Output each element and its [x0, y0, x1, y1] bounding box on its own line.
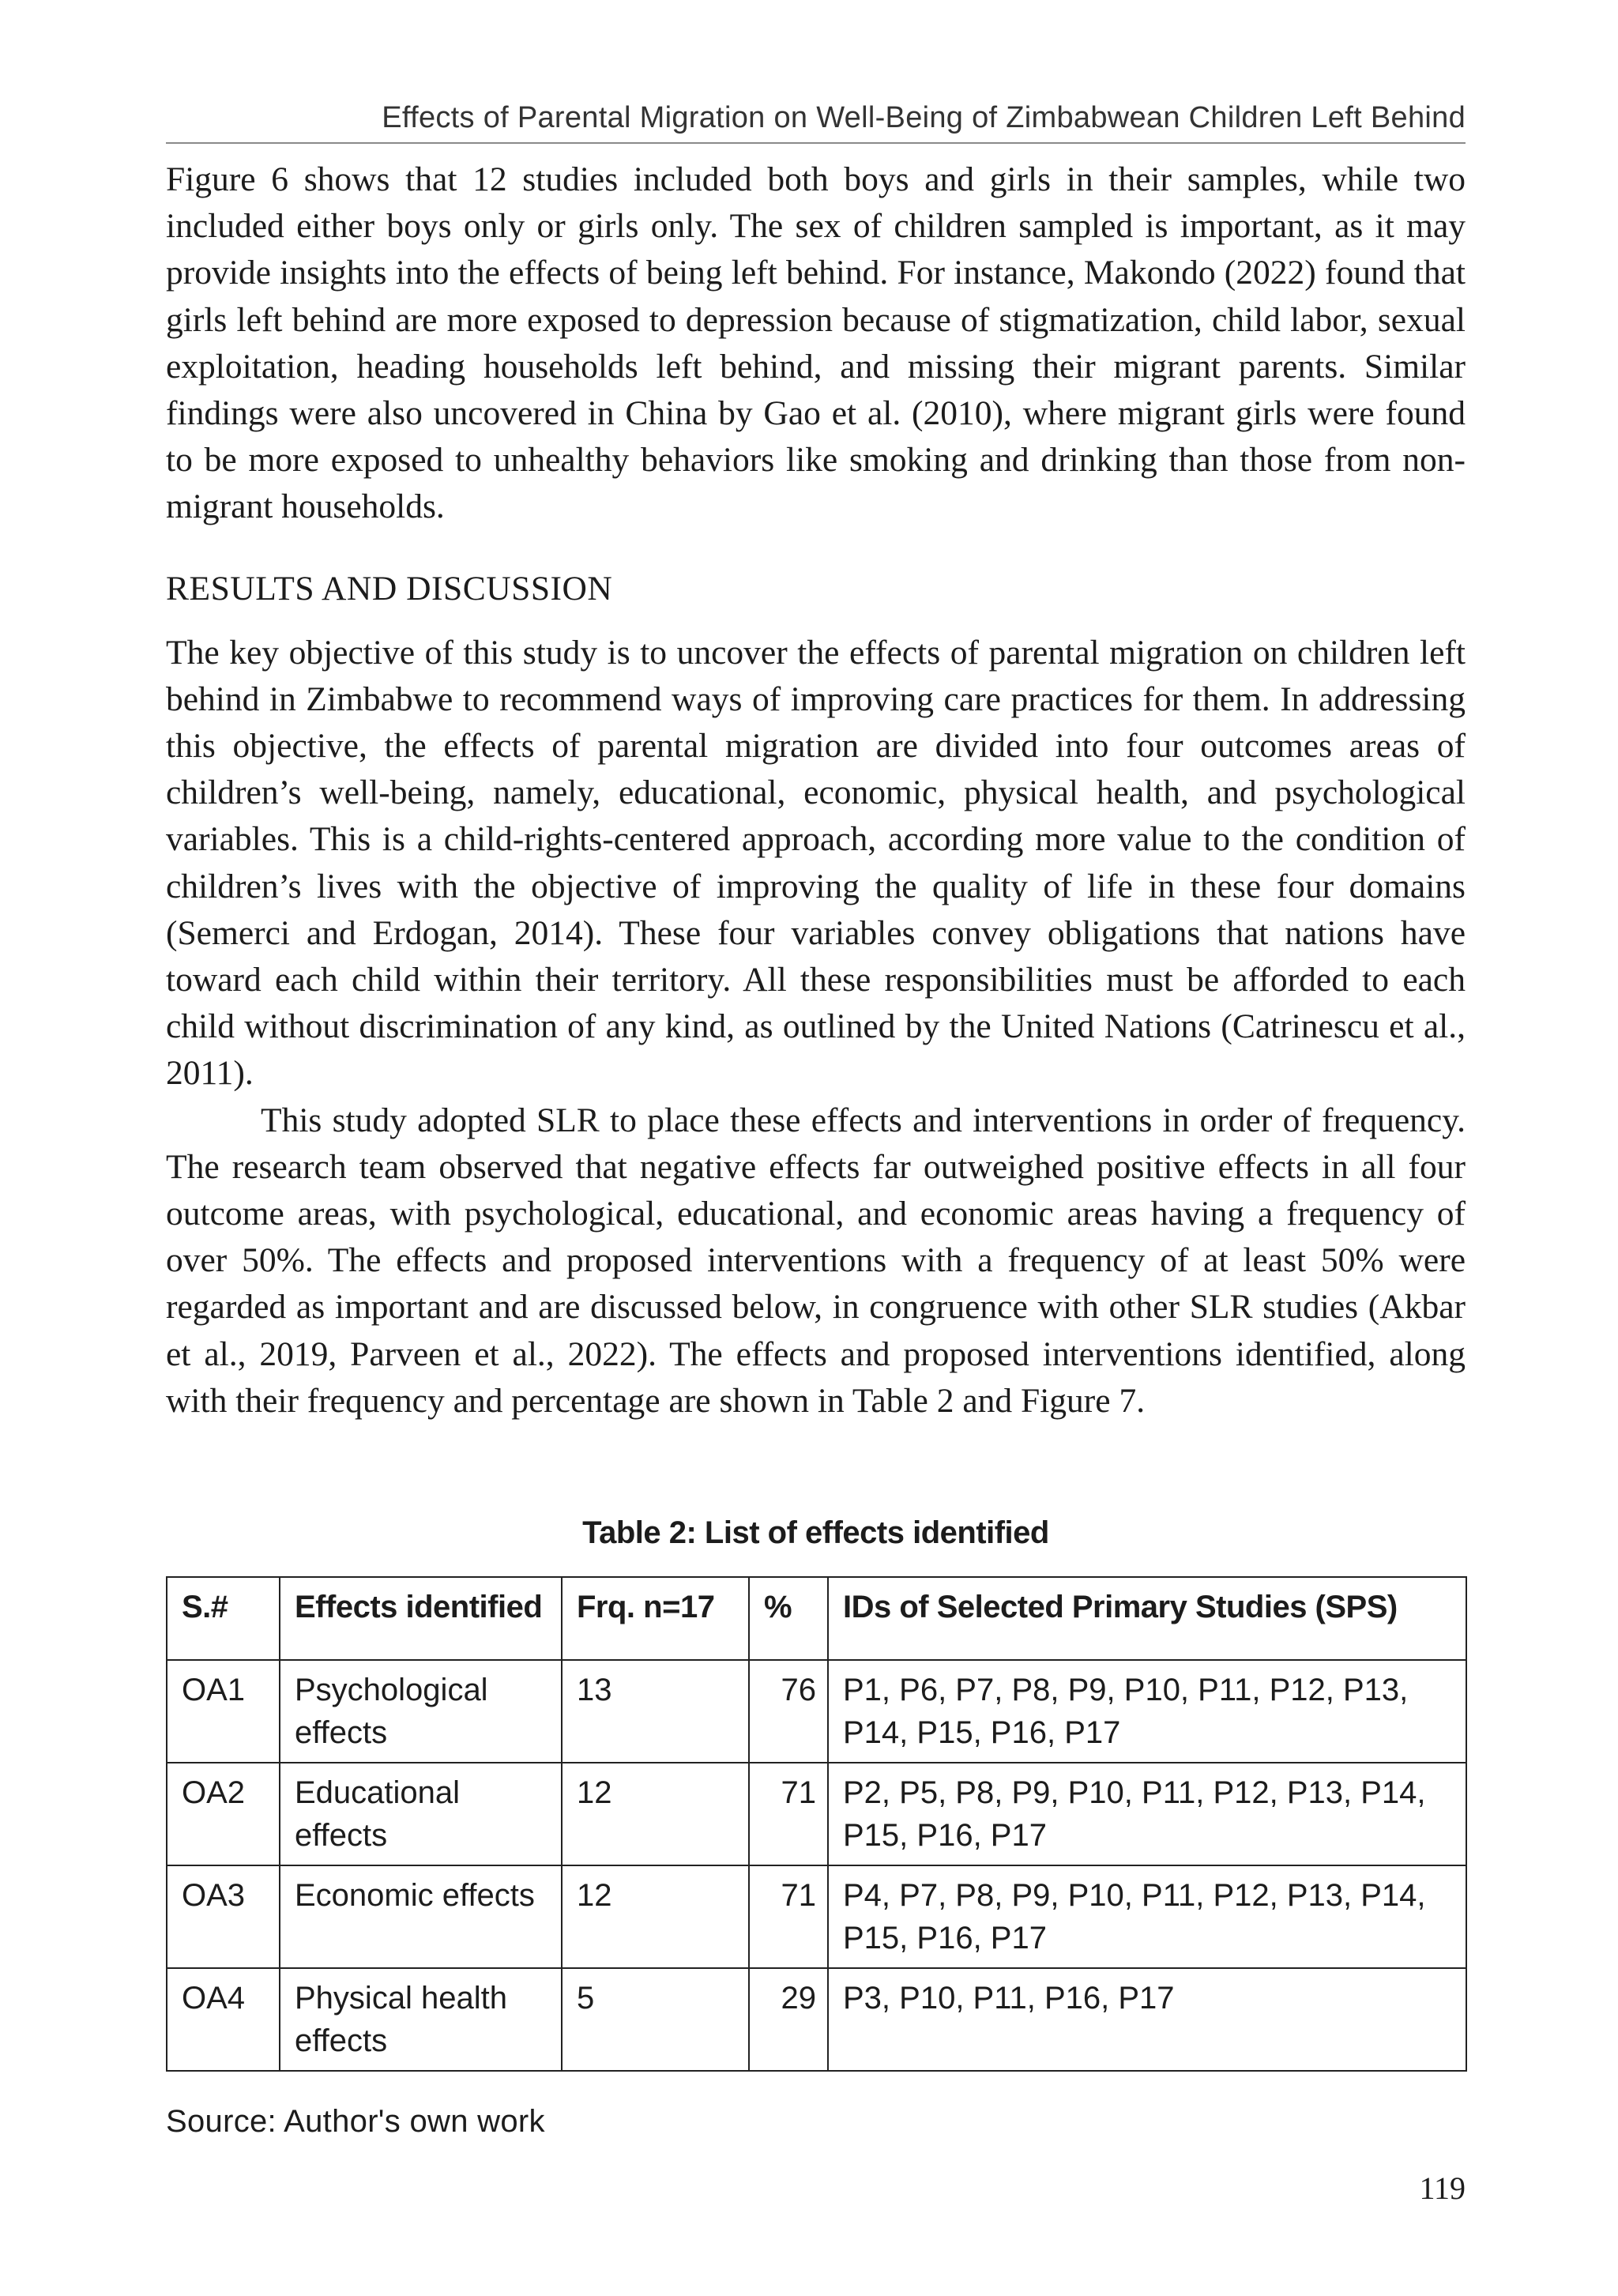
- table-caption: Table 2: List of effects identified: [582, 1515, 1049, 1550]
- header-sps: IDs of Selected Primary Studies (SPS): [828, 1577, 1466, 1660]
- table-row: [167, 1968, 1466, 2071]
- header-frequency: Frq. n=17: [562, 1577, 749, 1660]
- cell-id: OA2: [167, 1763, 280, 1865]
- cell-frequency: 5: [562, 1968, 749, 2071]
- cell-effect: Educational effects: [280, 1763, 562, 1865]
- table-row: [167, 1763, 1466, 1865]
- table-header-row: [167, 1577, 1466, 1660]
- cell-effect: Psychological effects: [280, 1660, 562, 1763]
- cell-sps: P3, P10, P11, P16, P17: [828, 1968, 1466, 2071]
- paragraph-objective: The key objective of this study is to uncover the effects of parental migration on children left behind in Zimbabwe to recommend ways of improving care practices for them. In addressing this objective, the effects of parental migration are divided into four outcomes areas of children’s well-being, namely, educational, economic, physical health, and psychological variables. This is a child-rights-centered approach, according more value to the condition of children’s lives with the objective of improving the quality of life in these four domains (Semerci and Erdogan, 2014). These four variables convey obligations that nations have toward each child within their territory. All these responsibilities must be afforded to each child without discrimination of any kind, as outlined by the United Nations (Catrinescu et al., 2011).: [166, 633, 1466, 1093]
- cell-sps: P2, P5, P8, P9, P10, P11, P12, P13, P14, P15, P16, P17: [828, 1763, 1466, 1865]
- cell-id: OA1: [167, 1660, 280, 1763]
- table-row: [167, 1865, 1466, 1968]
- paragraph-slr: This study adopted SLR to place these effects and interventions in order of frequency. The research team observed that negative effects far outweighed positive effects in all four outcome areas, with psychological, educational, and economic areas having a frequency of over 50%. The effects and proposed interventions with a frequency of at least 50% were regarded as important and are discussed below, in congruence with other SLR studies (Akbar et al., 2019, Parveen et al., 2022). The effects and proposed interventions identified, along with their frequency and percentage are shown in Table 2 and Figure 7.: [166, 1101, 1466, 1420]
- cell-sps: P4, P7, P8, P9, P10, P11, P12, P13, P14, P15, P16, P17: [828, 1865, 1466, 1968]
- cell-percent: 71: [749, 1763, 828, 1865]
- cell-sps: P1, P6, P7, P8, P9, P10, P11, P12, P13, P14, P15, P16, P17: [828, 1660, 1466, 1763]
- cell-percent: 76: [749, 1660, 828, 1763]
- page-number: 119: [1419, 2170, 1466, 2206]
- section-heading: RESULTS AND DISCUSSION: [166, 569, 613, 608]
- table-source: Source: Author's own work: [166, 2104, 545, 2139]
- paragraph-figure6: Figure 6 shows that 12 studies included both boys and girls in their samples, while two included either boys only or girls only. The sex of children sampled is important, as it may provide insights into the effects of being left behind. For instance, Makondo (2022) found that girls left behind are more exposed to depression because of stigmatization, child labor, sexual exploitation, heading households left behind, and missing their migrant parents. Similar findings were also uncovered in China by Gao et al. (2010), where migrant girls were found to be more exposed to unhealthy behaviors like smoking and drinking than those from non-migrant households.: [166, 160, 1466, 526]
- effects-table: [166, 1576, 1467, 2072]
- cell-id: OA4: [167, 1968, 280, 2071]
- cell-percent: 71: [749, 1865, 828, 1968]
- header-rule: [166, 142, 1466, 144]
- body-text: [166, 156, 1466, 1425]
- header-percent: %: [749, 1577, 828, 1660]
- cell-id: OA3: [167, 1865, 280, 1968]
- table-row: [167, 1660, 1466, 1763]
- cell-effect: Economic effects: [280, 1865, 562, 1968]
- cell-percent: 29: [749, 1968, 828, 2071]
- cell-effect: Physical health effects: [280, 1968, 562, 2071]
- running-head: Effects of Parental Migration on Well-Being of Zimbabwean Children Left Behind: [382, 101, 1466, 134]
- cell-frequency: 13: [562, 1660, 749, 1763]
- cell-frequency: 12: [562, 1763, 749, 1865]
- cell-frequency: 12: [562, 1865, 749, 1968]
- header-effects: Effects identified: [280, 1577, 562, 1660]
- header-sno: S.#: [167, 1577, 280, 1660]
